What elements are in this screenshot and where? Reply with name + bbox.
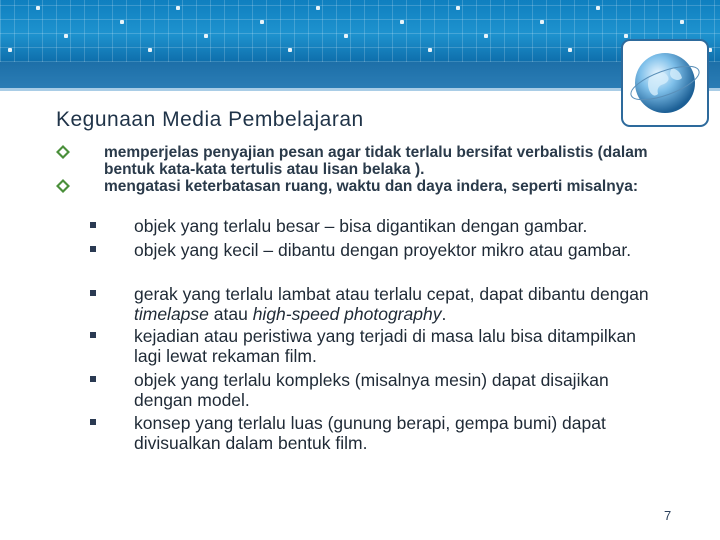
- header-banner: [0, 0, 720, 62]
- page-number: 7: [664, 508, 672, 523]
- high-speed-term: high-speed photography: [252, 304, 442, 324]
- banner-dot: [204, 34, 208, 38]
- banner-dot: [680, 20, 684, 24]
- banner-dot: [568, 48, 572, 52]
- timelapse-term: timelapse: [134, 304, 209, 324]
- square-bullet-icon: [90, 332, 96, 338]
- banner-dot: [596, 6, 600, 10]
- banner-dot: [64, 34, 68, 38]
- banner-dot: [428, 48, 432, 52]
- banner-dot: [344, 34, 348, 38]
- banner-dot: [316, 6, 320, 10]
- header-band: [0, 62, 720, 88]
- globe-icon: [620, 38, 710, 128]
- list-item-text: mengatasi keterbatasan ruang, waktu dan daya indera, seperti misalnya:: [104, 178, 639, 195]
- header-band-highlight: [0, 88, 720, 91]
- sub-list-item-text: objek yang kecil – dibantu dengan proyektor mikro atau gambar.: [134, 240, 632, 260]
- banner-dot: [8, 48, 12, 52]
- banner-dot: [540, 20, 544, 24]
- sub-list-item-text: konsep yang terlalu luas (gunung berapi, gempa bumi) dapat divisualkan dalam bentuk film.: [134, 413, 606, 453]
- banner-dot: [120, 20, 124, 24]
- slide-title: Kegunaan Media Pembelajaran: [56, 108, 364, 131]
- banner-dot: [36, 6, 40, 10]
- square-bullet-icon: [90, 246, 96, 252]
- diamond-bullet-icon: [56, 179, 70, 193]
- sub-list-item-text: objek yang terlalu besar – bisa digantikan dengan gambar.: [134, 216, 588, 236]
- banner-dot: [484, 34, 488, 38]
- list-item-text: memperjelas penyajian pesan agar tidak terlalu bersifat verbalistis (dalam bentuk kata-kata tertulis atau lisan belaka ).: [104, 144, 648, 178]
- square-bullet-icon: [90, 376, 96, 382]
- sub-list-item-text: kejadian atau peristiwa yang terjadi di masa lalu bisa ditampilkan lagi lewat rekaman film.: [134, 326, 636, 366]
- square-bullet-icon: [90, 290, 96, 296]
- banner-dot: [176, 6, 180, 10]
- square-bullet-icon: [90, 419, 96, 425]
- banner-dot: [148, 48, 152, 52]
- square-bullet-icon: [90, 222, 96, 228]
- banner-dot: [288, 48, 292, 52]
- banner-dot: [456, 6, 460, 10]
- sub-list-item-text: objek yang terlalu kompleks (misalnya mesin) dapat disajikan dengan model.: [134, 370, 609, 410]
- banner-dot: [400, 20, 404, 24]
- sub-list-item-text: gerak yang terlalu lambat atau terlalu cepat, dapat dibantu dengan timelapse atau high-speed photography.: [134, 284, 649, 324]
- banner-dot: [260, 20, 264, 24]
- diamond-bullet-icon: [56, 145, 70, 159]
